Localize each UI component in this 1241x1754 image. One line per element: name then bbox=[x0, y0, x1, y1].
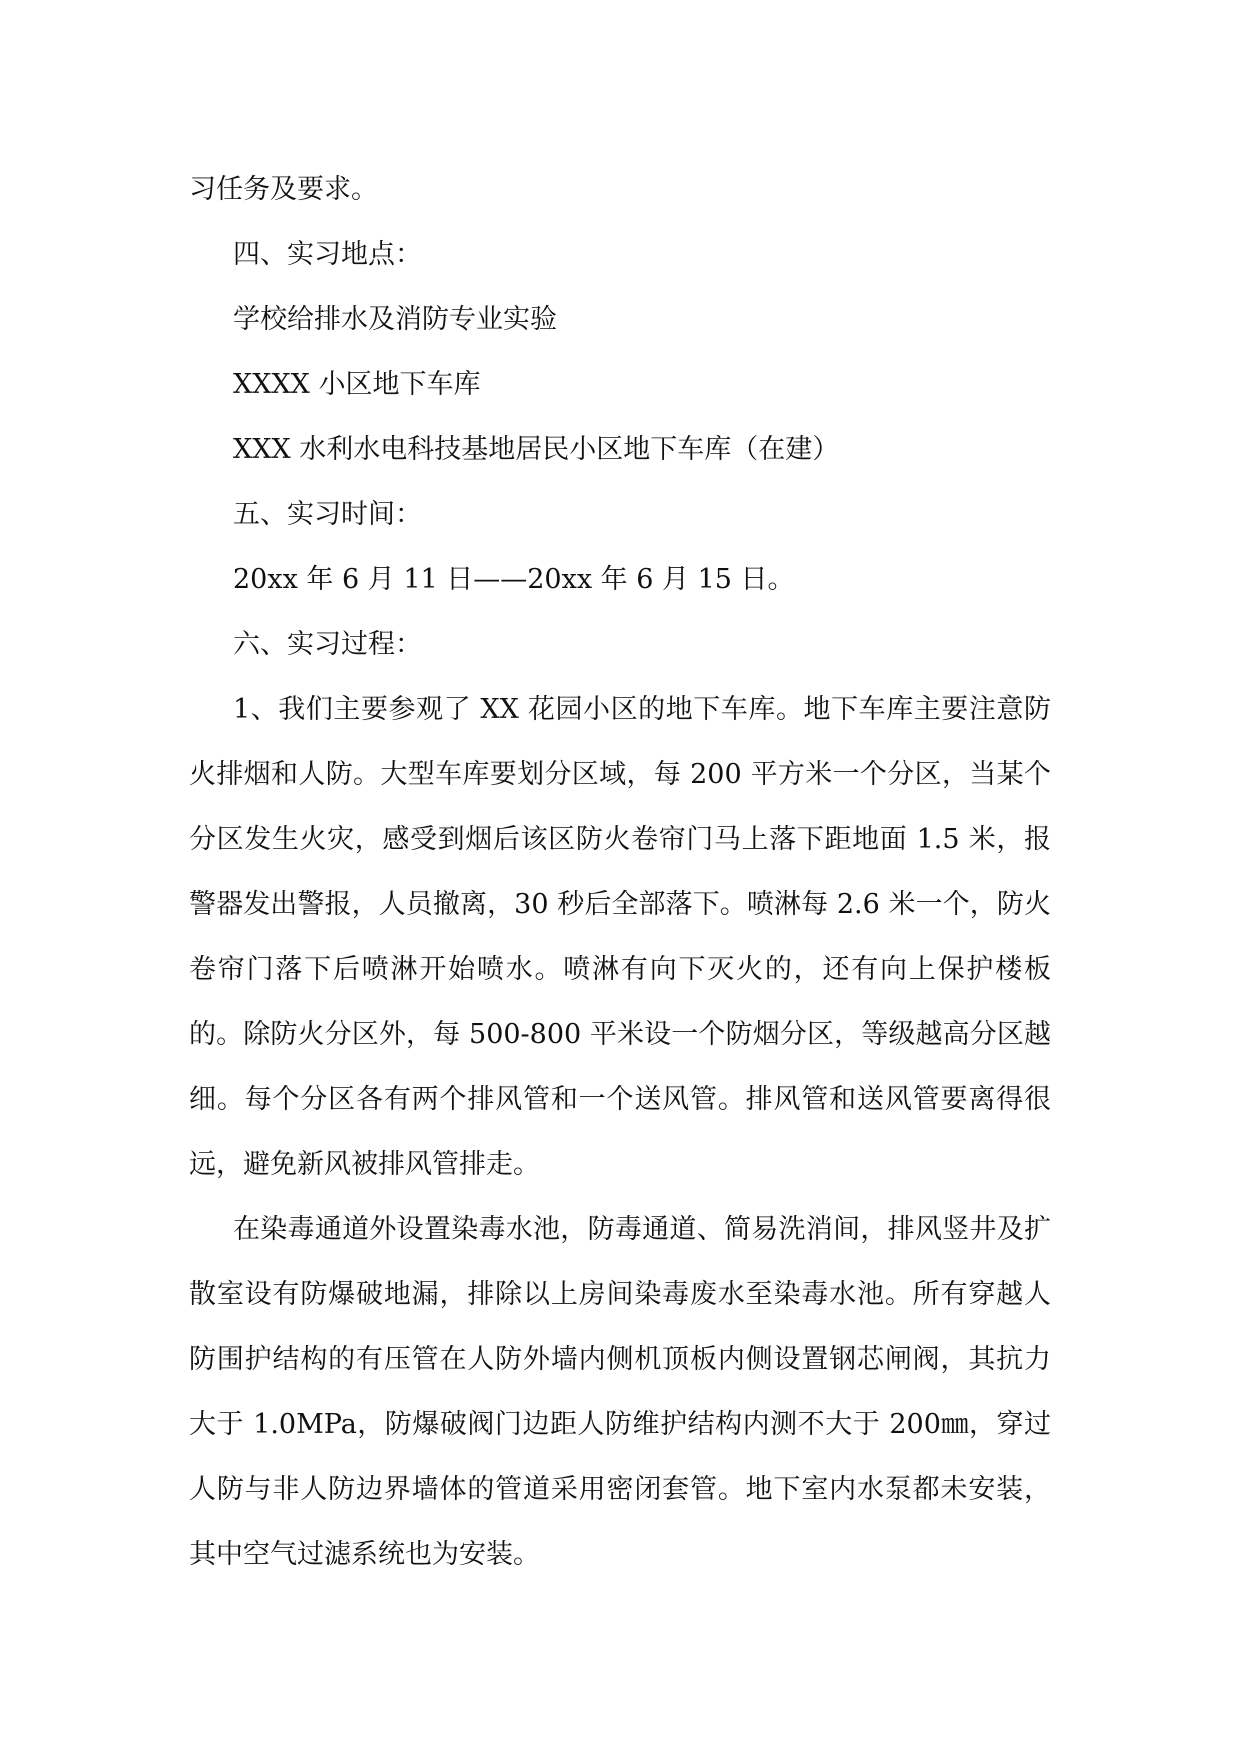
location-item: XXX 水利水电科技基地居民小区地下车库（在建） bbox=[233, 434, 840, 465]
section-heading-location: 四、实习地点： bbox=[233, 239, 422, 270]
body-paragraph: 在染毒通道外设置染毒水池，防毒通道、简易洗消间，排风竖井及扩散室设有防爆破地漏，排除以上房间染毒废水至染毒水池。所有穿越人防围护结构的有压管在人防外墙内侧机顶板内侧设置钢芯闸阀，其抗力大于 1.0MPa，防爆破阀门边距人防维护结构内测不大于 200㎜，穿过人防与非人防边界墙体的管道采用密闭套管。地下室内水泵都未安装，其中空气过滤系统也为安装。 bbox=[189, 1214, 1051, 1570]
section-heading-time: 五、实习时间： bbox=[233, 499, 422, 530]
paragraph-continuation: 习任务及要求。 bbox=[189, 174, 378, 205]
location-item: 学校给排水及消防专业实验 bbox=[233, 304, 557, 335]
body-paragraph: 1、我们主要参观了 XX 花园小区的地下车库。地下车库主要注意防火排烟和人防。大型车库要划分区域，每 200 平方米一个分区，当某个分区发生火灾，感受到烟后该区防火卷帘门马上落下距地面 1.5 米，报警器发出警报，人员撤离，30 秒后全部落下。喷淋每 2.6 米一个，防火卷帘门落下后喷淋开始喷水。喷淋有向下灭火的，还有向上保护楼板的。除防火分区外，每 500-800 平米设一个防烟分区，等级越高分区越细。每个分区各有两个排风管和一个送风管。排风管和送风管要离得很远，避免新风被排风管排走。 bbox=[189, 694, 1051, 1180]
document-page bbox=[189, 157, 1051, 1587]
location-item: XXXX 小区地下车库 bbox=[233, 369, 481, 400]
internship-time: 20xx 年 6 月 11 日——20xx 年 6 月 15 日。 bbox=[233, 564, 795, 595]
section-heading-process: 六、实习过程： bbox=[233, 629, 422, 660]
